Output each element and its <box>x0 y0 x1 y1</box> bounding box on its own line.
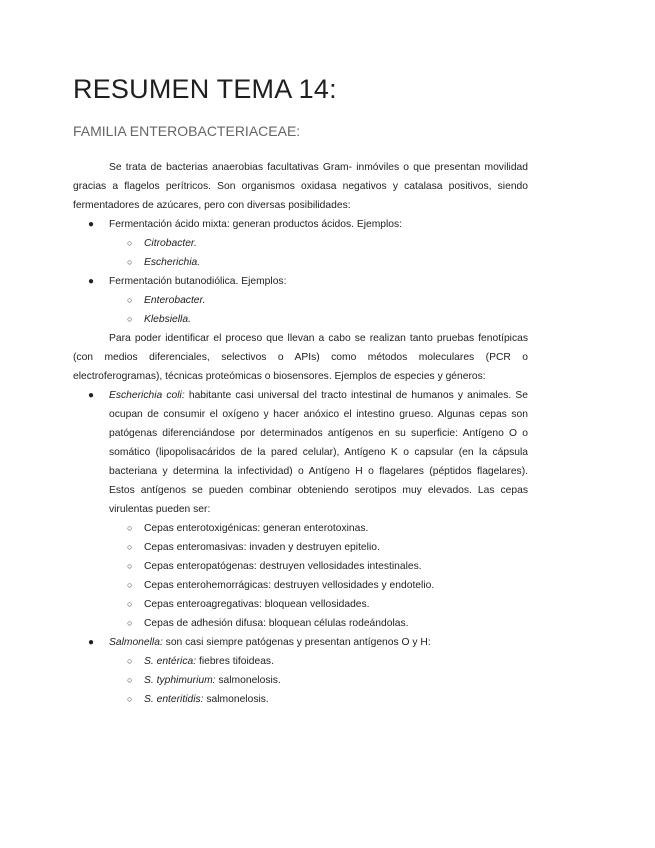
strain-item: ○ Cepas enteropatógenas: destruyen vellosidades intestinales. <box>73 557 528 576</box>
page-title: RESUMEN TEMA 14: <box>73 74 337 104</box>
list-item-fermentation-mixed: ● Fermentación ácido mixta: generan productos ácidos. Ejemplos: <box>73 215 528 234</box>
circle-bullet-icon: ○ <box>127 295 133 305</box>
strain-item: ○ Cepas enteromasivas: invaden y destruyen epitelio. <box>73 538 528 557</box>
species-name: Escherichia coli: <box>109 390 185 401</box>
species-name: Salmonella: <box>109 637 163 648</box>
strain-item: ○ Cepas enterotoxigénicas: generan enterotoxinas. <box>73 519 528 538</box>
circle-bullet-icon: ○ <box>127 542 133 552</box>
document-body <box>73 158 528 709</box>
strain-item: ○ Cepas enterohemorrágicas: destruyen vellosidades y endotelio. <box>73 576 528 595</box>
sub-list-item: ○ Escherichia. <box>73 253 528 272</box>
sub-list-item: ○ Enterobacter. <box>73 291 528 310</box>
circle-bullet-icon: ○ <box>127 238 133 248</box>
circle-bullet-icon: ○ <box>127 694 133 704</box>
list-item-fermentation-butanediol: ● Fermentación butanodiólica. Ejemplos: <box>73 272 528 291</box>
bullet-icon: ● <box>88 219 95 230</box>
identification-paragraph: Para poder identificar el proceso que llevan a cabo se realizan tanto pruebas fenotípicas (con medios diferenciales, selectivos o APIs) como métodos moleculares (PCR o electroferogramas), técnicas proteómicas o biosensores. Ejemplos de especies y géneros: <box>73 333 528 382</box>
circle-bullet-icon: ○ <box>127 675 133 685</box>
species-item: ○ S. typhimurium: salmonelosis. <box>73 671 528 690</box>
strain-item: ○ Cepas enteroagregativas: bloquean vellosidades. <box>73 595 528 614</box>
list-item-salmonella: ● Salmonella: son casi siempre patógenas y presentan antígenos O y H: <box>73 633 528 652</box>
sub-list-item: ○ Citrobacter. <box>73 234 528 253</box>
sub-list-item: ○ Klebsiella. <box>73 310 528 329</box>
circle-bullet-icon: ○ <box>127 656 133 666</box>
circle-bullet-icon: ○ <box>127 580 133 590</box>
circle-bullet-icon: ○ <box>127 599 133 609</box>
list-item-ecoli: ● Escherichia coli: habitante casi universal del tracto intestinal de humanos y animales. Se ocupan de consumir el oxígeno y hacer anóxico el intestino grueso. Algunas cepas son patógenas diferenciándose por determinados antígenos en su superficie: Antígeno O o somático (lipopolisacáridos de la pared celular), Antígeno K o capsular (en la cápsula bacteriana y determina la infectividad) o Antígeno H o flagelares (péptidos flagelares). Estos antígenos se pueden combinar obteniendo serotipos muy elevados. Las cepas virulentas pueden ser: <box>73 386 528 519</box>
circle-bullet-icon: ○ <box>127 257 133 267</box>
section-subtitle: FAMILIA ENTEROBACTERIACEAE: <box>73 123 301 139</box>
species-item: ○ S. entérica: fiebres tifoideas. <box>73 652 528 671</box>
species-item: ○ S. enteritidis: salmonelosis. <box>73 690 528 709</box>
strain-item: ○ Cepas de adhesión difusa: bloquean células rodeándolas. <box>73 614 528 633</box>
circle-bullet-icon: ○ <box>127 314 133 324</box>
intro-paragraph: Se trata de bacterias anaerobias facultativas Gram- inmóviles o que presentan movilidad gracias a flagelos perítricos. Son organismos oxidasa negativos y catalasa positivos, siendo fermentadores de azúcares, pero con diversas posibilidades: <box>73 162 528 211</box>
circle-bullet-icon: ○ <box>127 618 133 628</box>
bullet-icon: ● <box>88 276 95 287</box>
circle-bullet-icon: ○ <box>127 561 133 571</box>
bullet-icon: ● <box>88 390 95 401</box>
circle-bullet-icon: ○ <box>127 523 133 533</box>
bullet-icon: ● <box>88 637 95 648</box>
